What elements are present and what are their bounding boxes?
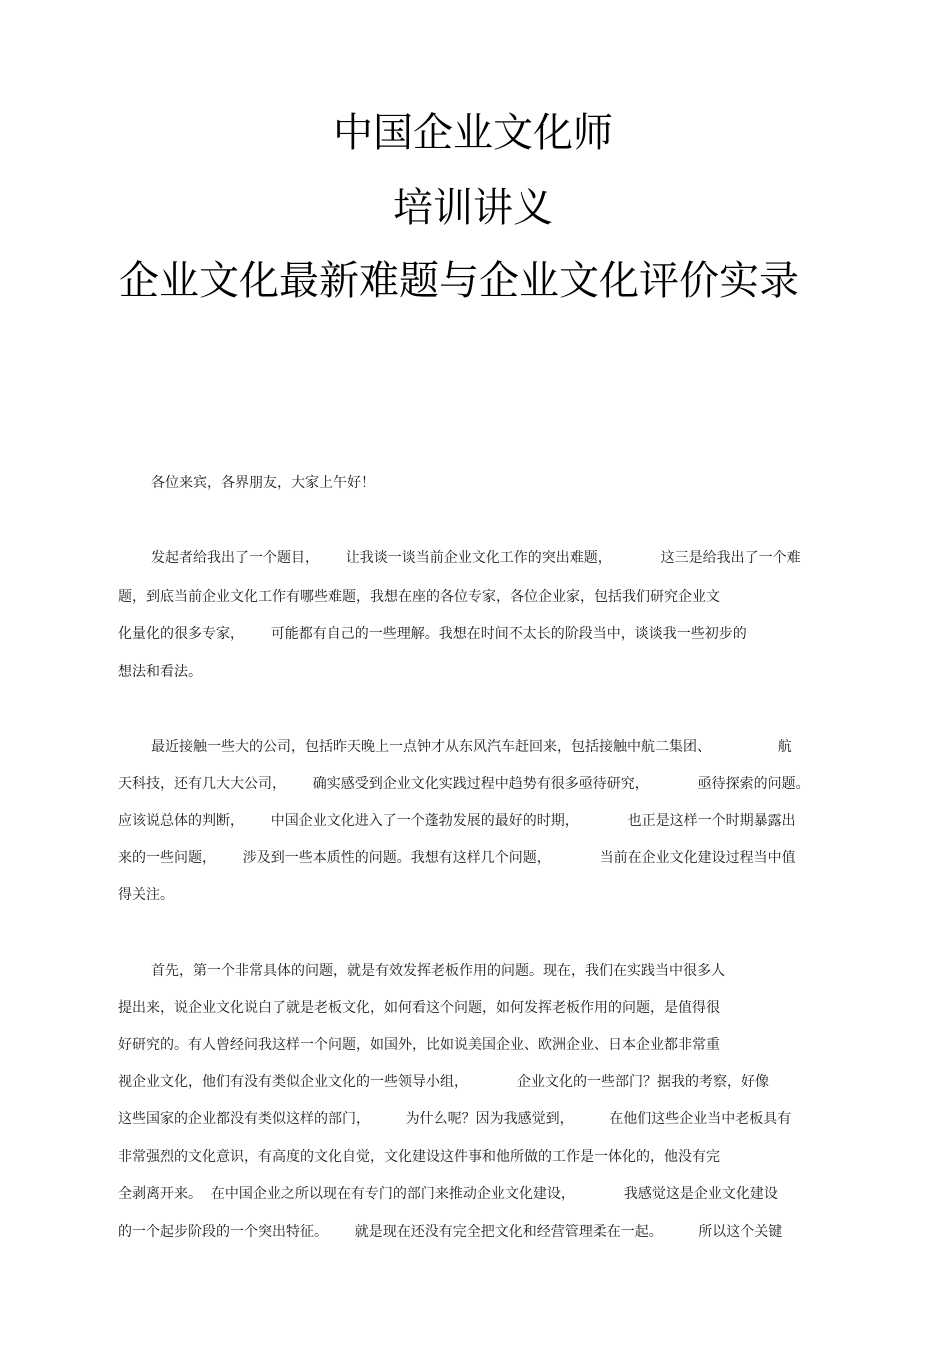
paragraph-1-line-2: 题，到底当前企业文化工作有哪些难题，我想在座的各位专家，各位企业家，包括我们研究企业文 [118, 589, 720, 605]
paragraph-3-line-2: 提出来，说企业文化说白了就是老板文化，如何看这个问题，如何发挥老板作用的问题，是值得很 [118, 1000, 720, 1016]
paragraph-2-line-5: 得关注。 [118, 887, 174, 903]
paragraph-2-line-4: 来的一些问题， 涉及到一些本质性的问题。我想有这样几个问题， 当前在企业文化建设过程当中值 [118, 850, 796, 866]
paragraph-3-line-3: 好研究的。有人曾经问我这样一个问题，如国外，比如说美国企业、欧洲企业、日本企业都非常重 [118, 1037, 720, 1053]
greeting-line: 各位来宾，各界朋友，大家上午好！ [151, 475, 375, 491]
paragraph-3-line-6: 非常强烈的文化意识，有高度的文化自觉，文化建设这件事和他所做的工作是一体化的，他没有完 [118, 1149, 720, 1165]
document-title-topic: 企业文化最新难题与企业文化评价实录 [119, 258, 799, 304]
document-title-main: 中国企业文化师 [333, 110, 613, 156]
paragraph-2-line-3: 应该说总体的判断， 中国企业文化进入了一个蓬勃发展的最好的时期， 也正是这样一个时期暴露出 [118, 813, 796, 829]
paragraph-3-line-1: 首先，第一个非常具体的问题，就是有效发挥老板作用的问题。现在，我们在实践当中很多人 [151, 963, 725, 979]
paragraph-1-line-1: 发起者给我出了一个题目， 让我谈一谈当前企业文化工作的突出难题， 这三是给我出了一个难 [151, 550, 801, 566]
paragraph-3-line-8: 的一个起步阶段的一个突出特征。 就是现在还没有完全把文化和经营管理柔在一起。 所以这个关键 [118, 1224, 783, 1240]
paragraph-1-line-4: 想法和看法。 [118, 664, 202, 680]
paragraph-3-line-5: 这些国家的企业都没有类似这样的部门， 为什么呢？因为我感觉到， 在他们这些企业当中老板具有 [118, 1111, 792, 1127]
paragraph-3-line-4: 视企业文化，他们有没有类似企业文化的一些领导小组， 企业文化的一些部门？据我的考察，好像 [118, 1074, 769, 1090]
paragraph-2-line-2: 天科技，还有几大大公司， 确实感受到企业文化实践过程中趋势有很多亟待研究， 亟待探索的问题。 [118, 776, 810, 792]
paragraph-3-line-7: 全剥离开来。 在中国企业之所以现在有专门的部门来推动企业文化建设， 我感觉这是企业文化建设 [118, 1186, 778, 1202]
document-title-sub: 培训讲义 [393, 185, 553, 231]
paragraph-2-line-1: 最近接触一些大的公司，包括昨天晚上一点钟才从东风汽车赶回来，包括接触中航二集团、 航 [151, 739, 792, 755]
paragraph-1-line-3: 化量化的很多专家， 可能都有自己的一些理解。我想在时间不太长的阶段当中，谈谈我一些初步的 [118, 626, 747, 642]
